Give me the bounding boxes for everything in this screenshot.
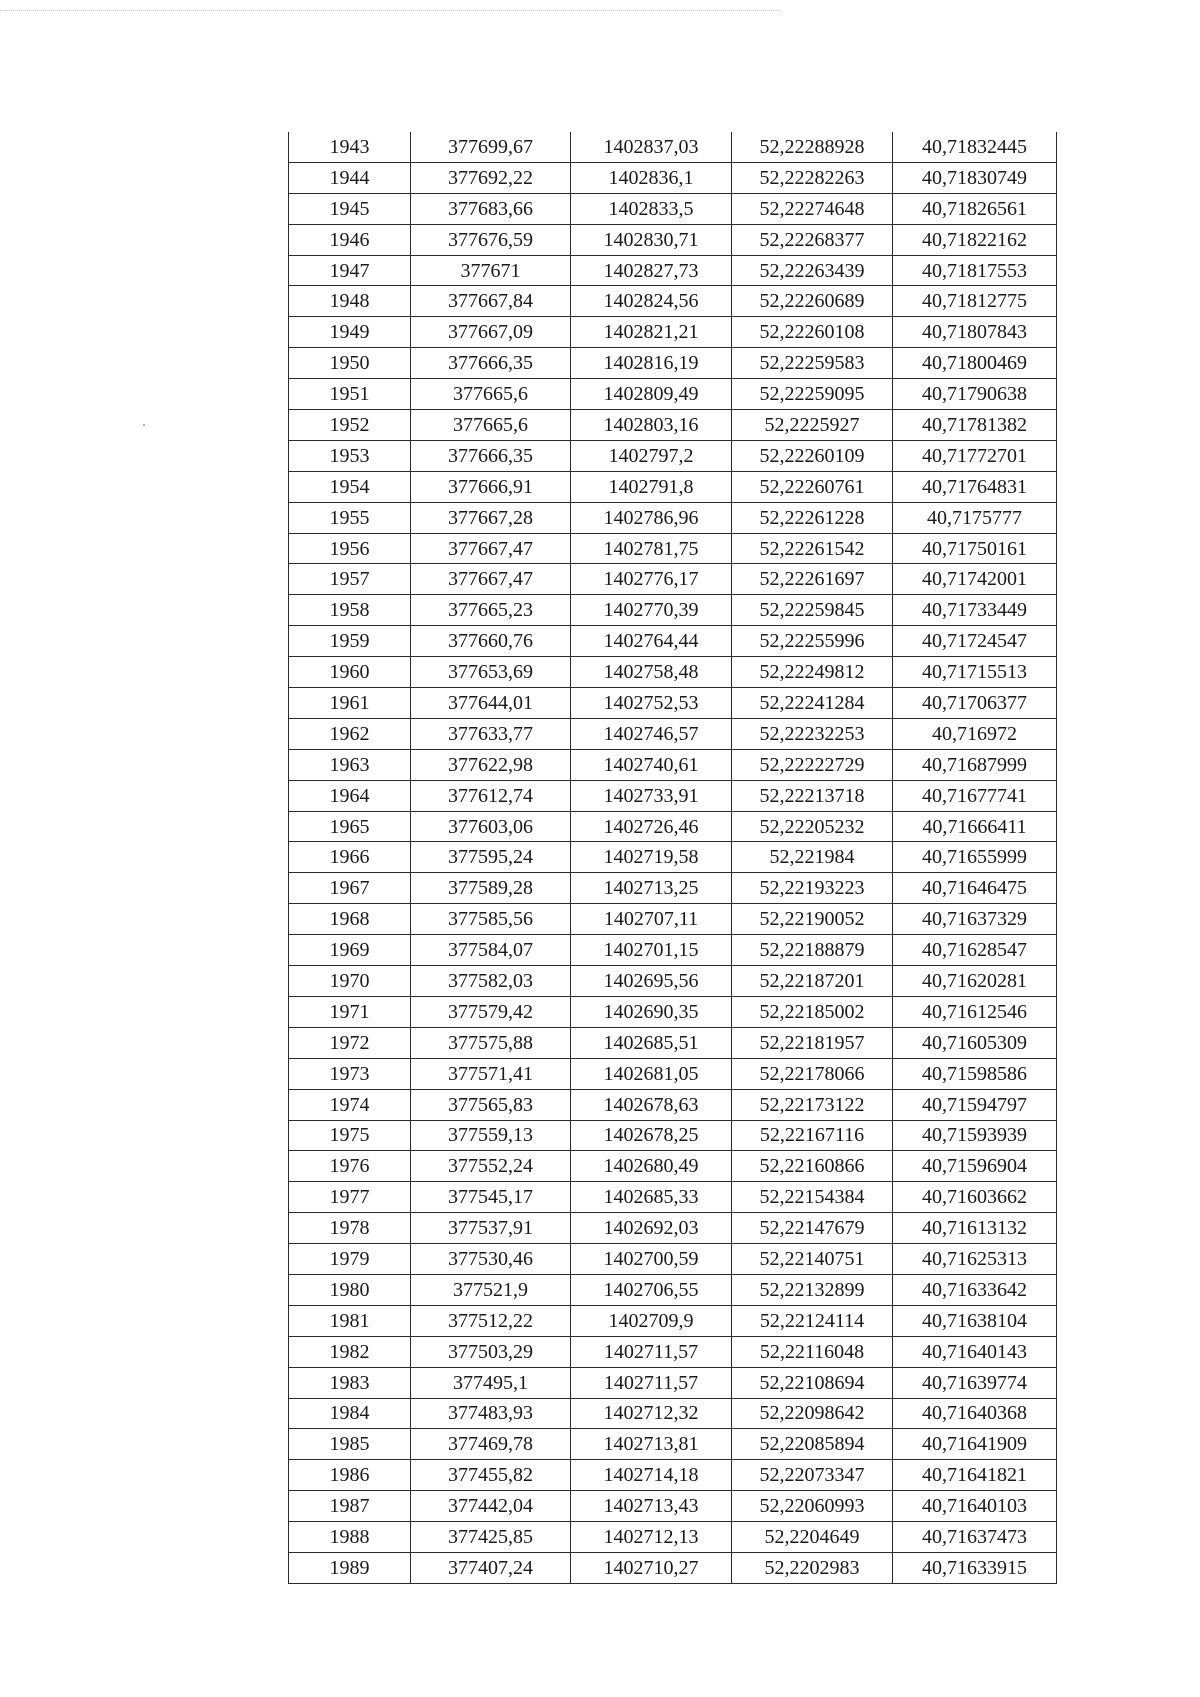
x-coordinate-cell: 377603,06 [411, 811, 571, 842]
latitude-cell: 52,22154384 [732, 1182, 893, 1213]
longitude-cell: 40,71640103 [893, 1491, 1057, 1522]
point-number-cell: 1970 [289, 966, 411, 997]
point-number-cell: 1979 [289, 1244, 411, 1275]
y-coordinate-cell: 1402710,27 [571, 1552, 732, 1583]
table-row [289, 718, 1057, 749]
latitude-cell: 52,22274648 [732, 193, 893, 224]
x-coordinate-cell: 377671 [411, 255, 571, 286]
longitude-cell: 40,7175777 [893, 502, 1057, 533]
x-coordinate-cell: 377584,07 [411, 935, 571, 966]
table-row [289, 688, 1057, 719]
latitude-cell: 52,22205232 [732, 811, 893, 842]
x-coordinate-cell: 377512,22 [411, 1305, 571, 1336]
latitude-cell: 52,22124114 [732, 1305, 893, 1336]
table-row [289, 996, 1057, 1027]
y-coordinate-cell: 1402707,11 [571, 904, 732, 935]
longitude-cell: 40,71822162 [893, 224, 1057, 255]
x-coordinate-cell: 377495,1 [411, 1367, 571, 1398]
y-coordinate-cell: 1402678,63 [571, 1089, 732, 1120]
y-coordinate-cell: 1402714,18 [571, 1460, 732, 1491]
point-number-cell: 1968 [289, 904, 411, 935]
point-number-cell: 1969 [289, 935, 411, 966]
longitude-cell: 40,71724547 [893, 626, 1057, 657]
longitude-cell: 40,71830749 [893, 162, 1057, 193]
longitude-cell: 40,71641909 [893, 1429, 1057, 1460]
point-number-cell: 1981 [289, 1305, 411, 1336]
longitude-cell: 40,71655999 [893, 842, 1057, 873]
point-number-cell: 1963 [289, 749, 411, 780]
longitude-cell: 40,71772701 [893, 440, 1057, 471]
point-number-cell: 1959 [289, 626, 411, 657]
x-coordinate-cell: 377667,47 [411, 533, 571, 564]
longitude-cell: 40,71637473 [893, 1522, 1057, 1553]
table-row [289, 935, 1057, 966]
longitude-cell: 40,71633915 [893, 1552, 1057, 1583]
longitude-cell: 40,71781382 [893, 410, 1057, 441]
x-coordinate-cell: 377565,83 [411, 1089, 571, 1120]
y-coordinate-cell: 1402758,48 [571, 657, 732, 688]
longitude-cell: 40,71596904 [893, 1151, 1057, 1182]
table-row [289, 842, 1057, 873]
point-number-cell: 1952 [289, 410, 411, 441]
point-number-cell: 1978 [289, 1213, 411, 1244]
longitude-cell: 40,71646475 [893, 873, 1057, 904]
table-row [289, 502, 1057, 533]
longitude-cell: 40,71677741 [893, 780, 1057, 811]
x-coordinate-cell: 377579,42 [411, 996, 571, 1027]
longitude-cell: 40,71593939 [893, 1120, 1057, 1151]
point-number-cell: 1967 [289, 873, 411, 904]
longitude-cell: 40,71641821 [893, 1460, 1057, 1491]
table-row [289, 1151, 1057, 1182]
point-number-cell: 1951 [289, 379, 411, 410]
longitude-cell: 40,71625313 [893, 1244, 1057, 1275]
x-coordinate-cell: 377469,78 [411, 1429, 571, 1460]
point-number-cell: 1976 [289, 1151, 411, 1182]
table-row [289, 811, 1057, 842]
point-number-cell: 1986 [289, 1460, 411, 1491]
latitude-cell: 52,22241284 [732, 688, 893, 719]
longitude-cell: 40,71598586 [893, 1058, 1057, 1089]
point-number-cell: 1944 [289, 162, 411, 193]
latitude-cell: 52,2204649 [732, 1522, 893, 1553]
x-coordinate-cell: 377653,69 [411, 657, 571, 688]
table-row [289, 410, 1057, 441]
latitude-cell: 52,22259583 [732, 348, 893, 379]
y-coordinate-cell: 1402781,75 [571, 533, 732, 564]
latitude-cell: 52,22263439 [732, 255, 893, 286]
longitude-cell: 40,71812775 [893, 286, 1057, 317]
latitude-cell: 52,22260761 [732, 471, 893, 502]
longitude-cell: 40,71666411 [893, 811, 1057, 842]
x-coordinate-cell: 377571,41 [411, 1058, 571, 1089]
y-coordinate-cell: 1402821,21 [571, 317, 732, 348]
table-row [289, 626, 1057, 657]
point-number-cell: 1977 [289, 1182, 411, 1213]
point-number-cell: 1947 [289, 255, 411, 286]
x-coordinate-cell: 377667,09 [411, 317, 571, 348]
longitude-cell: 40,71620281 [893, 966, 1057, 997]
y-coordinate-cell: 1402681,05 [571, 1058, 732, 1089]
y-coordinate-cell: 1402830,71 [571, 224, 732, 255]
longitude-cell: 40,71633642 [893, 1274, 1057, 1305]
point-number-cell: 1984 [289, 1398, 411, 1429]
table-row [289, 193, 1057, 224]
y-coordinate-cell: 1402837,03 [571, 132, 732, 162]
x-coordinate-cell: 377552,24 [411, 1151, 571, 1182]
y-coordinate-cell: 1402776,17 [571, 564, 732, 595]
latitude-cell: 52,2225927 [732, 410, 893, 441]
longitude-cell: 40,71640368 [893, 1398, 1057, 1429]
table-row [289, 657, 1057, 688]
table-row [289, 904, 1057, 935]
table-row [289, 1182, 1057, 1213]
longitude-cell: 40,71817553 [893, 255, 1057, 286]
point-number-cell: 1946 [289, 224, 411, 255]
x-coordinate-cell: 377633,77 [411, 718, 571, 749]
x-coordinate-cell: 377676,59 [411, 224, 571, 255]
latitude-cell: 52,22098642 [732, 1398, 893, 1429]
point-number-cell: 1955 [289, 502, 411, 533]
longitude-cell: 40,71640143 [893, 1336, 1057, 1367]
table-row [289, 1027, 1057, 1058]
y-coordinate-cell: 1402713,25 [571, 873, 732, 904]
y-coordinate-cell: 1402824,56 [571, 286, 732, 317]
y-coordinate-cell: 1402770,39 [571, 595, 732, 626]
y-coordinate-cell: 1402701,15 [571, 935, 732, 966]
x-coordinate-cell: 377665,23 [411, 595, 571, 626]
longitude-cell: 40,71603662 [893, 1182, 1057, 1213]
table-row [289, 1089, 1057, 1120]
table-row [289, 255, 1057, 286]
longitude-cell: 40,71612546 [893, 996, 1057, 1027]
y-coordinate-cell: 1402712,32 [571, 1398, 732, 1429]
longitude-cell: 40,71639774 [893, 1367, 1057, 1398]
latitude-cell: 52,22268377 [732, 224, 893, 255]
y-coordinate-cell: 1402680,49 [571, 1151, 732, 1182]
point-number-cell: 1953 [289, 440, 411, 471]
latitude-cell: 52,22259845 [732, 595, 893, 626]
x-coordinate-cell: 377644,01 [411, 688, 571, 719]
table-row [289, 1058, 1057, 1089]
table-row [289, 1367, 1057, 1398]
point-number-cell: 1949 [289, 317, 411, 348]
point-number-cell: 1948 [289, 286, 411, 317]
latitude-cell: 52,22140751 [732, 1244, 893, 1275]
table-row [289, 966, 1057, 997]
table-row [289, 132, 1057, 162]
latitude-cell: 52,22213718 [732, 780, 893, 811]
y-coordinate-cell: 1402695,56 [571, 966, 732, 997]
x-coordinate-cell: 377455,82 [411, 1460, 571, 1491]
longitude-cell: 40,71826561 [893, 193, 1057, 224]
table-row [289, 224, 1057, 255]
x-coordinate-cell: 377483,93 [411, 1398, 571, 1429]
longitude-cell: 40,71832445 [893, 132, 1057, 162]
table-row [289, 1552, 1057, 1583]
table-row [289, 1274, 1057, 1305]
point-number-cell: 1957 [289, 564, 411, 595]
x-coordinate-cell: 377442,04 [411, 1491, 571, 1522]
longitude-cell: 40,71637329 [893, 904, 1057, 935]
latitude-cell: 52,22181957 [732, 1027, 893, 1058]
table-row [289, 873, 1057, 904]
y-coordinate-cell: 1402700,59 [571, 1244, 732, 1275]
latitude-cell: 52,22190052 [732, 904, 893, 935]
latitude-cell: 52,22260109 [732, 440, 893, 471]
longitude-cell: 40,71628547 [893, 935, 1057, 966]
y-coordinate-cell: 1402712,13 [571, 1522, 732, 1553]
x-coordinate-cell: 377683,66 [411, 193, 571, 224]
x-coordinate-cell: 377666,35 [411, 440, 571, 471]
point-number-cell: 1971 [289, 996, 411, 1027]
point-number-cell: 1943 [289, 132, 411, 162]
longitude-cell: 40,71605309 [893, 1027, 1057, 1058]
x-coordinate-cell: 377666,91 [411, 471, 571, 502]
table-row [289, 780, 1057, 811]
latitude-cell: 52,22187201 [732, 966, 893, 997]
longitude-cell: 40,71807843 [893, 317, 1057, 348]
longitude-cell: 40,71638104 [893, 1305, 1057, 1336]
table-row [289, 595, 1057, 626]
point-number-cell: 1950 [289, 348, 411, 379]
y-coordinate-cell: 1402709,9 [571, 1305, 732, 1336]
table-row [289, 1120, 1057, 1151]
latitude-cell: 52,221984 [732, 842, 893, 873]
table-row [289, 379, 1057, 410]
point-number-cell: 1985 [289, 1429, 411, 1460]
point-number-cell: 1982 [289, 1336, 411, 1367]
latitude-cell: 52,22260108 [732, 317, 893, 348]
x-coordinate-cell: 377667,47 [411, 564, 571, 595]
point-number-cell: 1987 [289, 1491, 411, 1522]
x-coordinate-cell: 377612,74 [411, 780, 571, 811]
latitude-cell: 52,22222729 [732, 749, 893, 780]
table-row [289, 1429, 1057, 1460]
x-coordinate-cell: 377582,03 [411, 966, 571, 997]
y-coordinate-cell: 1402685,33 [571, 1182, 732, 1213]
latitude-cell: 52,22108694 [732, 1367, 893, 1398]
x-coordinate-cell: 377589,28 [411, 873, 571, 904]
x-coordinate-cell: 377666,35 [411, 348, 571, 379]
x-coordinate-cell: 377407,24 [411, 1552, 571, 1583]
y-coordinate-cell: 1402836,1 [571, 162, 732, 193]
point-number-cell: 1954 [289, 471, 411, 502]
latitude-cell: 52,22188879 [732, 935, 893, 966]
latitude-cell: 52,22060993 [732, 1491, 893, 1522]
table-row [289, 348, 1057, 379]
x-coordinate-cell: 377622,98 [411, 749, 571, 780]
point-number-cell: 1962 [289, 718, 411, 749]
table-row [289, 162, 1057, 193]
table-row [289, 1460, 1057, 1491]
y-coordinate-cell: 1402740,61 [571, 749, 732, 780]
table-row [289, 1336, 1057, 1367]
latitude-cell: 52,22167116 [732, 1120, 893, 1151]
point-number-cell: 1972 [289, 1027, 411, 1058]
latitude-cell: 52,22132899 [732, 1274, 893, 1305]
longitude-cell: 40,71742001 [893, 564, 1057, 595]
latitude-cell: 52,2202983 [732, 1552, 893, 1583]
latitude-cell: 52,22261697 [732, 564, 893, 595]
table-row [289, 317, 1057, 348]
y-coordinate-cell: 1402690,35 [571, 996, 732, 1027]
coordinates-table-body [289, 132, 1057, 1583]
x-coordinate-cell: 377503,29 [411, 1336, 571, 1367]
y-coordinate-cell: 1402726,46 [571, 811, 732, 842]
x-coordinate-cell: 377665,6 [411, 379, 571, 410]
point-number-cell: 1956 [289, 533, 411, 564]
table-row [289, 564, 1057, 595]
y-coordinate-cell: 1402833,5 [571, 193, 732, 224]
latitude-cell: 52,22085894 [732, 1429, 893, 1460]
table-row [289, 1398, 1057, 1429]
y-coordinate-cell: 1402685,51 [571, 1027, 732, 1058]
x-coordinate-cell: 377425,85 [411, 1522, 571, 1553]
latitude-cell: 52,22160866 [732, 1151, 893, 1182]
y-coordinate-cell: 1402752,53 [571, 688, 732, 719]
latitude-cell: 52,22073347 [732, 1460, 893, 1491]
latitude-cell: 52,22255996 [732, 626, 893, 657]
scan-edge-line [0, 10, 780, 11]
table-row [289, 286, 1057, 317]
longitude-cell: 40,71613132 [893, 1213, 1057, 1244]
x-coordinate-cell: 377537,91 [411, 1213, 571, 1244]
point-number-cell: 1961 [289, 688, 411, 719]
table-row [289, 1491, 1057, 1522]
table-row [289, 749, 1057, 780]
table-row [289, 440, 1057, 471]
latitude-cell: 52,22259095 [732, 379, 893, 410]
point-number-cell: 1983 [289, 1367, 411, 1398]
latitude-cell: 52,22116048 [732, 1336, 893, 1367]
x-coordinate-cell: 377665,6 [411, 410, 571, 441]
y-coordinate-cell: 1402827,73 [571, 255, 732, 286]
latitude-cell: 52,22288928 [732, 132, 893, 162]
latitude-cell: 52,22260689 [732, 286, 893, 317]
longitude-cell: 40,71687999 [893, 749, 1057, 780]
point-number-cell: 1975 [289, 1120, 411, 1151]
table-row [289, 1522, 1057, 1553]
y-coordinate-cell: 1402711,57 [571, 1336, 732, 1367]
x-coordinate-cell: 377585,56 [411, 904, 571, 935]
y-coordinate-cell: 1402803,16 [571, 410, 732, 441]
latitude-cell: 52,22261228 [732, 502, 893, 533]
table-row [289, 1213, 1057, 1244]
x-coordinate-cell: 377575,88 [411, 1027, 571, 1058]
y-coordinate-cell: 1402764,44 [571, 626, 732, 657]
latitude-cell: 52,22173122 [732, 1089, 893, 1120]
point-number-cell: 1966 [289, 842, 411, 873]
y-coordinate-cell: 1402786,96 [571, 502, 732, 533]
latitude-cell: 52,22282263 [732, 162, 893, 193]
longitude-cell: 40,71706377 [893, 688, 1057, 719]
point-number-cell: 1973 [289, 1058, 411, 1089]
x-coordinate-cell: 377530,46 [411, 1244, 571, 1275]
scan-speck [143, 424, 145, 426]
longitude-cell: 40,71790638 [893, 379, 1057, 410]
point-number-cell: 1965 [289, 811, 411, 842]
table-row [289, 471, 1057, 502]
latitude-cell: 52,22249812 [732, 657, 893, 688]
x-coordinate-cell: 377692,22 [411, 162, 571, 193]
y-coordinate-cell: 1402706,55 [571, 1274, 732, 1305]
x-coordinate-cell: 377667,28 [411, 502, 571, 533]
x-coordinate-cell: 377660,76 [411, 626, 571, 657]
point-number-cell: 1974 [289, 1089, 411, 1120]
y-coordinate-cell: 1402713,43 [571, 1491, 732, 1522]
y-coordinate-cell: 1402809,49 [571, 379, 732, 410]
x-coordinate-cell: 377699,67 [411, 132, 571, 162]
table-row [289, 1244, 1057, 1275]
y-coordinate-cell: 1402746,57 [571, 718, 732, 749]
latitude-cell: 52,22232253 [732, 718, 893, 749]
longitude-cell: 40,71594797 [893, 1089, 1057, 1120]
coordinates-table [288, 132, 1057, 1584]
y-coordinate-cell: 1402733,91 [571, 780, 732, 811]
point-number-cell: 1945 [289, 193, 411, 224]
x-coordinate-cell: 377667,84 [411, 286, 571, 317]
x-coordinate-cell: 377521,9 [411, 1274, 571, 1305]
y-coordinate-cell: 1402711,57 [571, 1367, 732, 1398]
x-coordinate-cell: 377545,17 [411, 1182, 571, 1213]
latitude-cell: 52,22185002 [732, 996, 893, 1027]
point-number-cell: 1958 [289, 595, 411, 626]
table-row [289, 533, 1057, 564]
y-coordinate-cell: 1402816,19 [571, 348, 732, 379]
point-number-cell: 1988 [289, 1522, 411, 1553]
longitude-cell: 40,71764831 [893, 471, 1057, 502]
longitude-cell: 40,71715513 [893, 657, 1057, 688]
longitude-cell: 40,71750161 [893, 533, 1057, 564]
x-coordinate-cell: 377559,13 [411, 1120, 571, 1151]
longitude-cell: 40,71800469 [893, 348, 1057, 379]
point-number-cell: 1960 [289, 657, 411, 688]
latitude-cell: 52,22178066 [732, 1058, 893, 1089]
latitude-cell: 52,22147679 [732, 1213, 893, 1244]
point-number-cell: 1989 [289, 1552, 411, 1583]
y-coordinate-cell: 1402791,8 [571, 471, 732, 502]
point-number-cell: 1964 [289, 780, 411, 811]
longitude-cell: 40,716972 [893, 718, 1057, 749]
y-coordinate-cell: 1402713,81 [571, 1429, 732, 1460]
latitude-cell: 52,22261542 [732, 533, 893, 564]
x-coordinate-cell: 377595,24 [411, 842, 571, 873]
y-coordinate-cell: 1402797,2 [571, 440, 732, 471]
latitude-cell: 52,22193223 [732, 873, 893, 904]
point-number-cell: 1980 [289, 1274, 411, 1305]
table-row [289, 1305, 1057, 1336]
longitude-cell: 40,71733449 [893, 595, 1057, 626]
y-coordinate-cell: 1402692,03 [571, 1213, 732, 1244]
y-coordinate-cell: 1402678,25 [571, 1120, 732, 1151]
y-coordinate-cell: 1402719,58 [571, 842, 732, 873]
